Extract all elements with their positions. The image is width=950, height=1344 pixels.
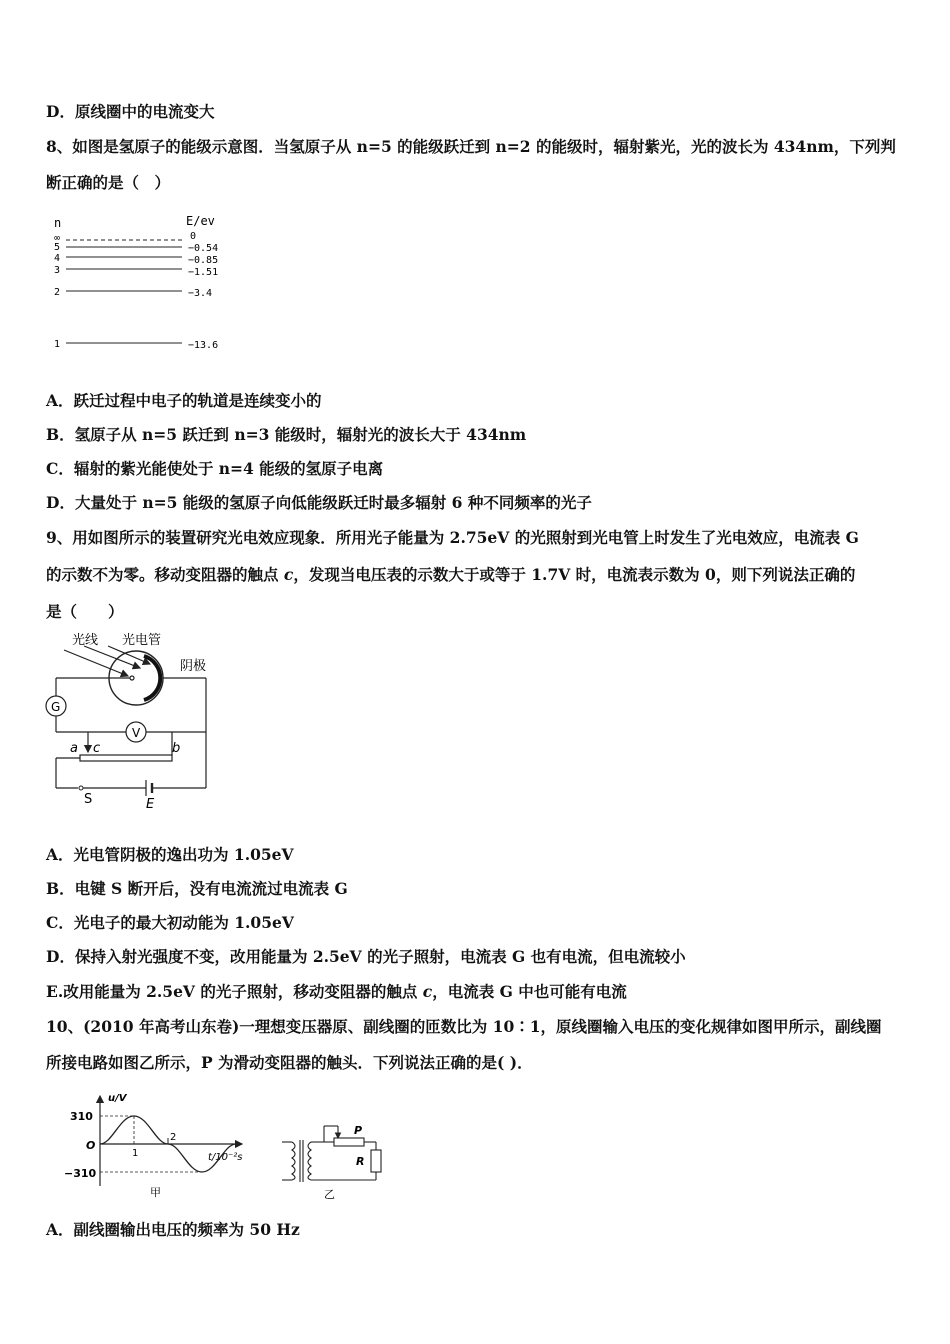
q10-stem-line2: 所接电路如图乙所示，P 为滑动变阻器的触头．下列说法正确的是( )． — [46, 1053, 533, 1072]
level-e-2: −3.4 — [188, 288, 213, 299]
level-n-3: 3 — [54, 265, 61, 276]
galvanometer-label: G — [51, 700, 61, 714]
origin-label: O — [86, 1139, 96, 1152]
label-a: a — [70, 741, 78, 756]
level-e-inf: 0 — [190, 231, 197, 242]
n-axis-label: n — [54, 216, 62, 230]
q8-option-a: A．跃迁过程中电子的轨道是连续变小的 — [46, 391, 322, 410]
switch-label: S — [84, 792, 93, 807]
photoelectric-circuit — [40, 628, 220, 814]
level-n-1: 1 — [54, 339, 61, 350]
level-e-3: −1.51 — [188, 267, 219, 278]
q9-stem-line2-b: ，发现当电压表的示数大于或等于 1.7V 时，电流表示数为 0，则下列说法正确的 — [293, 565, 856, 584]
caption-b: 乙 — [324, 1188, 335, 1201]
cathode-label: 阴极 — [180, 659, 207, 674]
phototube-label: 光电管 — [122, 633, 162, 648]
q9-option-a: A．光电管阴极的逸出功为 1.05eV — [46, 845, 294, 864]
q8-option-b: B．氢原子从 n=5 跃迁到 n=3 能级时，辐射光的波长大于 434nm — [46, 425, 527, 444]
anode-dot — [130, 676, 134, 680]
rheostat-p — [334, 1138, 364, 1146]
q9-option-e — [46, 982, 627, 1002]
level-e-1: −13.6 — [188, 340, 219, 351]
y-tick-310: 310 — [70, 1110, 93, 1123]
battery-label: E — [146, 797, 155, 812]
x-tick-2: 2 — [170, 1132, 177, 1143]
voltage-waveform-figure — [62, 1090, 262, 1202]
y-axis-label: u/V — [108, 1093, 127, 1104]
label-c: c — [93, 741, 101, 756]
transformer-circuit-figure — [278, 1118, 390, 1202]
level-n-5: 5 — [54, 242, 61, 253]
q9-option-e-var: c — [422, 982, 433, 1001]
energy-level-diagram — [48, 210, 238, 356]
level-n-2: 2 — [54, 287, 61, 298]
q9-stem-line2-a: 的示数不为零。移动变阻器的触点 — [46, 565, 284, 584]
label-b: b — [172, 741, 181, 756]
primary-coil — [292, 1142, 295, 1180]
x-tick-1: 1 — [132, 1148, 139, 1159]
q8-stem-line1: 8、如图是氢原子的能级示意图．当氢原子从 n=5 的能级跃迁到 n=2 的能级时，辐射紫光，光的波长为 434nm，下列判 — [46, 137, 896, 156]
q9-var-c: c — [283, 565, 294, 584]
q10-stem-line1: 10、(2010 年高考山东卷)一理想变压器原、副线圈的匝数比为 10∶1，原线圈输入电压的变化规律如图甲所示，副线圈 — [46, 1017, 882, 1036]
y-tick-neg310: −310 — [64, 1167, 97, 1180]
q8-option-c: C．辐射的紫光能使处于 n=4 能级的氢原子电离 — [46, 459, 384, 478]
q9-option-e-a: E.改用能量为 2.5eV 的光子照射，移动变阻器的触点 — [46, 982, 423, 1001]
secondary-coil — [308, 1142, 311, 1180]
level-e-4: −0.85 — [188, 255, 219, 266]
light-ray-1 — [64, 650, 128, 676]
energy-axis-label: E/ev — [186, 214, 215, 228]
q9-stem-line2 — [46, 565, 855, 585]
level-e-5: −0.54 — [188, 243, 219, 254]
switch-pivot — [79, 786, 83, 790]
resistor-r — [371, 1150, 381, 1172]
label-r: R — [356, 1155, 365, 1168]
level-n-inf: ∞ — [54, 233, 61, 244]
light-label: 光线 — [72, 633, 99, 648]
q10-option-a: A．副线圈输出电压的频率为 50 Hz — [46, 1220, 300, 1239]
q8-option-d: D．大量处于 n=5 能级的氢原子向低能级跃迁时最多辐射 6 种不同频率的光子 — [46, 493, 592, 512]
q9-stem-line1: 9、用如图所示的装置研究光电效应现象．所用光子能量为 2.75eV 的光照射到光电管上时发生了光电效应，电流表 G — [46, 528, 859, 547]
q9-option-c: C．光电子的最大初动能为 1.05eV — [46, 913, 294, 932]
q9-option-e-b: ，电流表 G 中也可能有电流 — [432, 982, 627, 1001]
label-p: P — [354, 1124, 363, 1137]
x-axis-label: t/10⁻²s — [208, 1152, 243, 1163]
level-n-4: 4 — [54, 253, 61, 264]
q7-option-d: D．原线圈中的电流变大 — [46, 102, 215, 121]
caption-a: 甲 — [150, 1186, 161, 1199]
voltmeter-label: V — [132, 726, 141, 740]
q8-stem-line2: 断正确的是（ ） — [46, 173, 171, 192]
q9-option-b: B．电键 S 断开后，没有电流流过电流表 G — [46, 879, 348, 898]
q9-stem-line3: 是（ ） — [46, 602, 124, 621]
q9-option-d: D．保持入射光强度不变，改用能量为 2.5eV 的光子照射，电流表 G 也有电流，但电流较小 — [46, 947, 686, 966]
